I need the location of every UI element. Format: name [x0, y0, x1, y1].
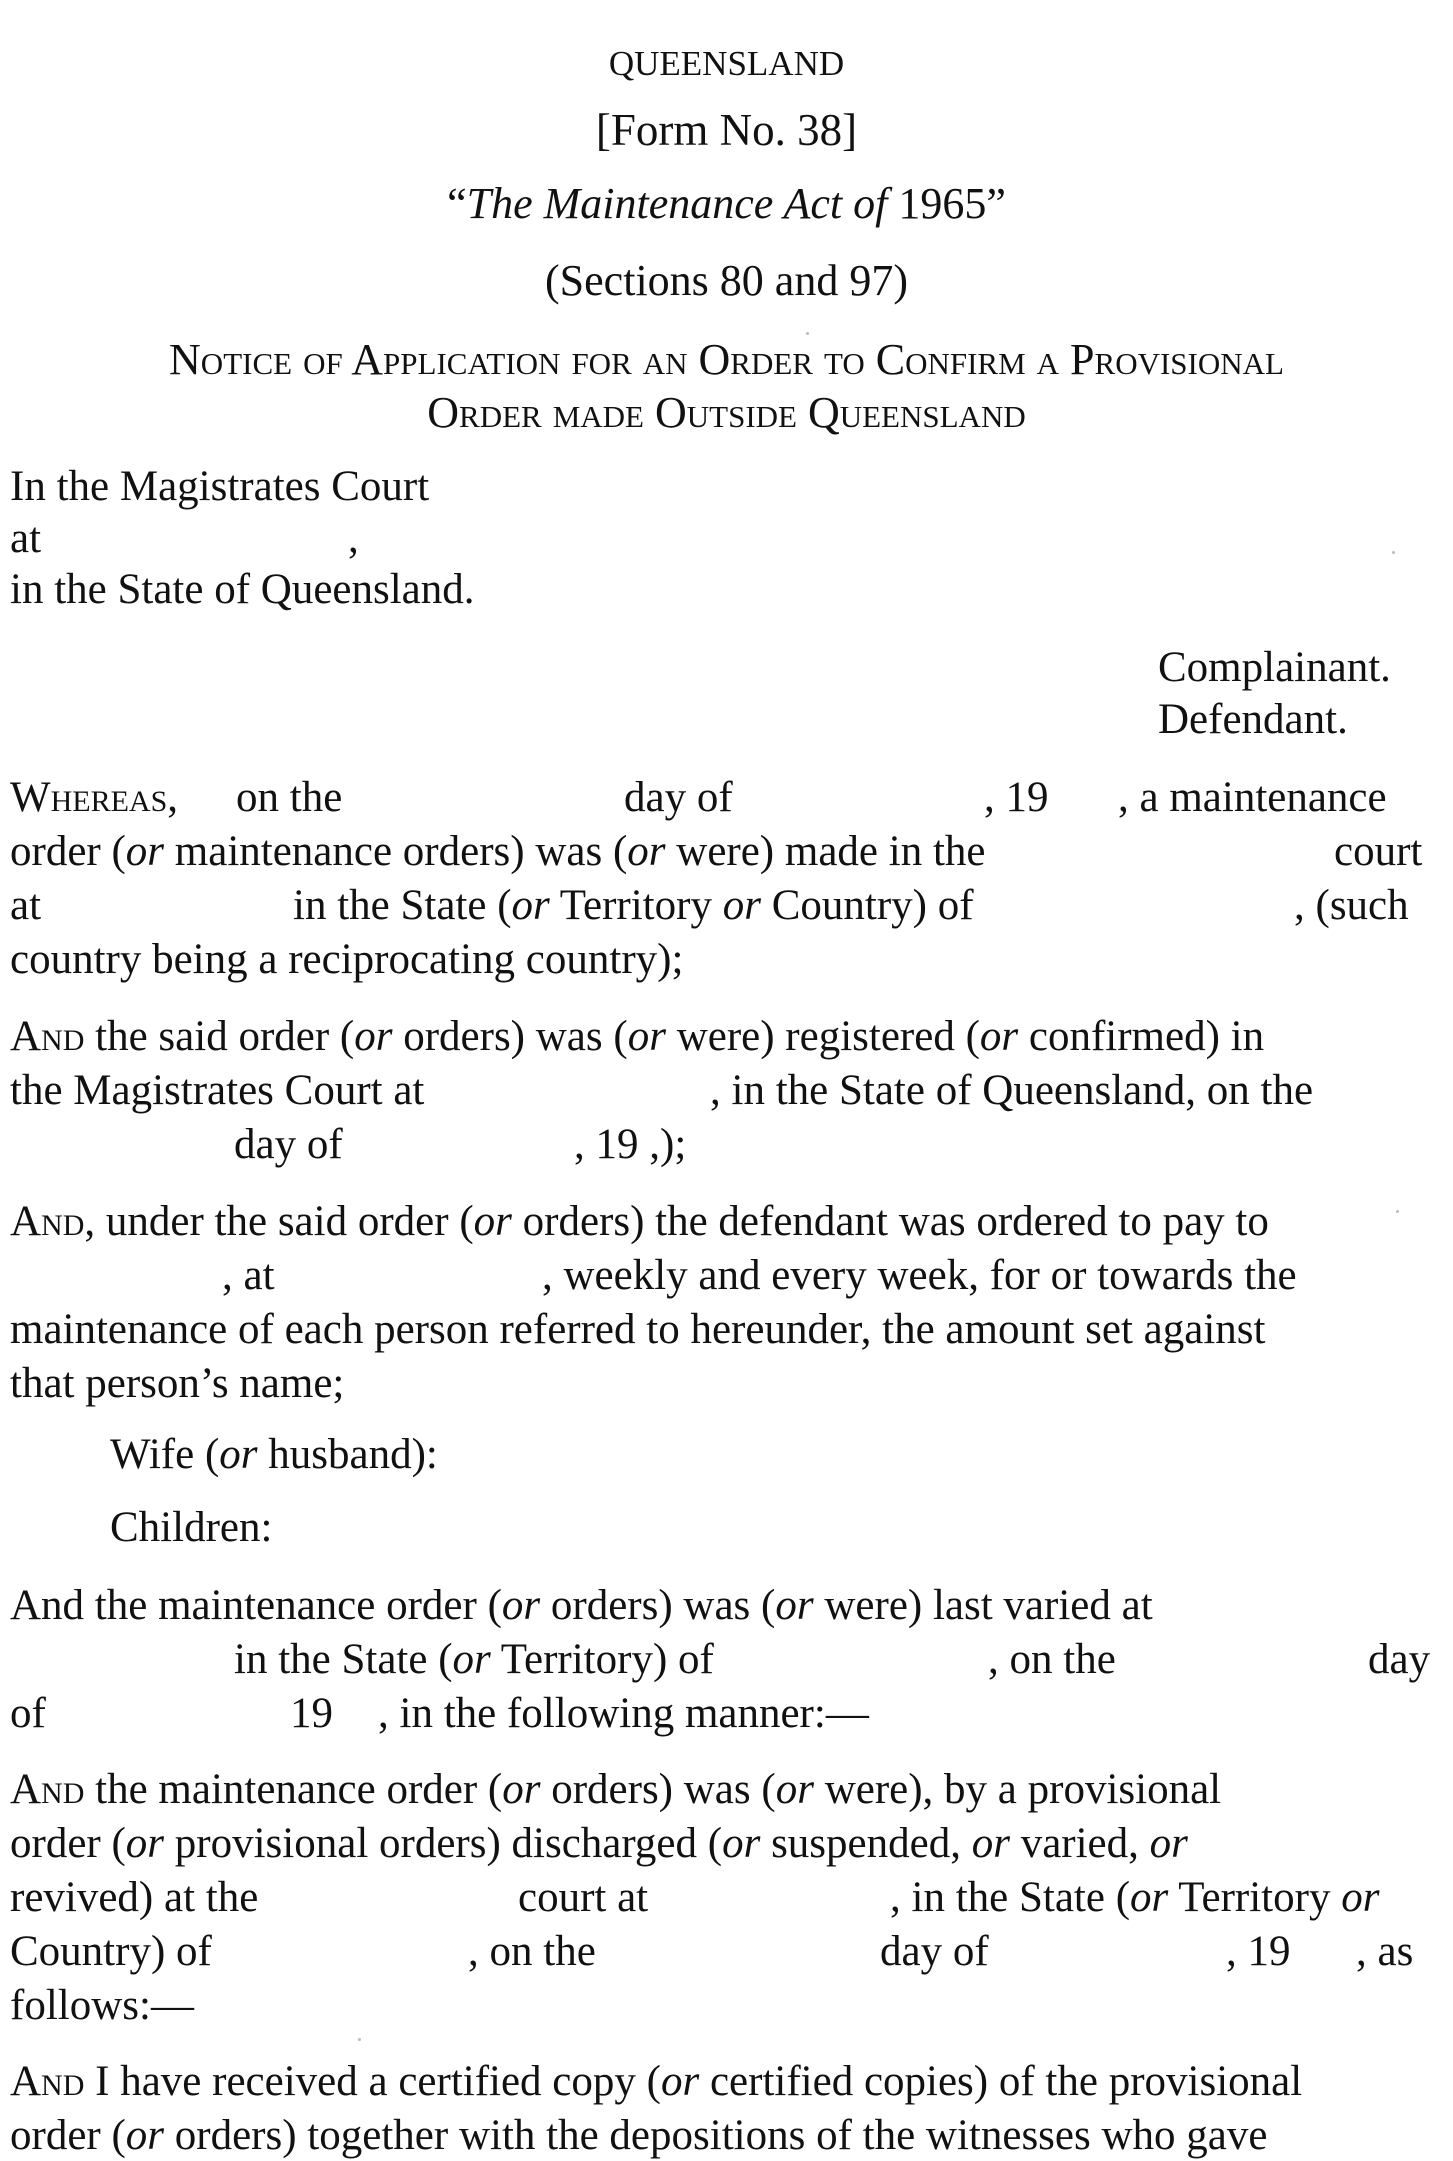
p2-line-1: And the said order (or orders) was (or were) registered (or confirmed) in [10, 1013, 1265, 1060]
complainant-label: Complainant. [1158, 644, 1391, 691]
act-title: “The Maintenance Act of 1965” [447, 179, 1006, 228]
p4-line-3b: 19 [290, 1690, 333, 1737]
form-number: [Form No. 38] [595, 105, 858, 155]
p3-line-2a: , at [222, 1252, 275, 1299]
p1-line-3: in the State (or Territory or Country) of [293, 882, 974, 929]
notice-title-line1: Notice of Application for an Order to Confirm a Provisional [169, 335, 1284, 384]
p5-line-4a: Country) of [10, 1928, 212, 1975]
scan-speck [1396, 1210, 1399, 1213]
p2-line-2a: the Magistrates Court at [10, 1067, 425, 1114]
defendant-label: Defendant. [1158, 696, 1348, 743]
p5-line-3b: court at [518, 1874, 649, 1921]
p5-line-4b: , on the [468, 1928, 596, 1975]
p6-line-1: And I have received a certified copy (or certified copies) of the provisional [10, 2058, 1303, 2105]
p1-whereas: Whereas, [10, 774, 179, 821]
p1-day-of: day of [624, 774, 733, 821]
p1-such: , (such [1294, 882, 1409, 929]
notice-title-line2: Order made Outside Queensland [427, 388, 1026, 437]
p2-line-3a: day of [234, 1121, 343, 1168]
p1-comma-19: , 19 [984, 774, 1049, 821]
p4-line-2a: in the State (or Territory) of [234, 1636, 714, 1683]
jurisdiction-heading: QUEENSLAND [608, 44, 845, 83]
p3-line-2b: , weekly and every week, for or towards the [542, 1252, 1297, 1299]
p5-line-3c: , in the State (or Territory or [890, 1874, 1380, 1921]
p5-line-4c: day of [880, 1928, 989, 1975]
p4-line-2d: day [1368, 1636, 1431, 1683]
p1-line-4: country being a reciprocating country); [10, 936, 684, 983]
p5-line-4e: , as [1356, 1928, 1414, 1975]
p4-line-3c: , in the following manner:— [378, 1690, 869, 1737]
court-line-2-at: at [10, 515, 42, 562]
court-line-1: In the Magistrates Court [10, 463, 430, 510]
p5-line-5: follows:— [10, 1982, 194, 2029]
p3-line-3: maintenance of each person referred to hereunder, the amount set against [10, 1306, 1266, 1353]
court-line-2-comma: , [348, 515, 359, 562]
p1-line-2: order (or maintenance orders) was (or were) made in the [10, 828, 986, 875]
scan-speck [806, 332, 809, 335]
p4-line-1: And the maintenance order (or orders) was (or were) last varied at [10, 1582, 1153, 1629]
p2-line-3b: , 19 ,); [574, 1121, 687, 1168]
wife-husband-item: Wife (or husband): [110, 1431, 438, 1478]
court-line-3: in the State of Queensland. [10, 566, 475, 613]
p1-at: at [10, 882, 42, 929]
scan-speck [358, 2038, 361, 2041]
p2-line-2b: , in the State of Queensland, on the [710, 1067, 1314, 1114]
p4-line-3a: of [10, 1690, 46, 1737]
p5-line-3a: revived) at the [10, 1874, 259, 1921]
p5-line-2: order (or provisional orders) discharged (or suspended, or varied, or [10, 1820, 1188, 1867]
p4-line-2c: , on the [988, 1636, 1116, 1683]
p3-line-1: And, under the said order (or orders) the defendant was ordered to pay to [10, 1198, 1269, 1245]
scan-speck [1392, 551, 1395, 554]
p5-line-1: And the maintenance order (or orders) was (or were), by a provisional [10, 1766, 1222, 1813]
p6-line-2: order (or orders) together with the depositions of the witnesses who gave [10, 2112, 1268, 2159]
p1-a-maintenance: , a maintenance [1118, 774, 1387, 821]
p5-line-4d: , 19 [1226, 1928, 1291, 1975]
sections-reference: (Sections 80 and 97) [545, 256, 908, 305]
p1-on-the: on the [236, 774, 343, 821]
p3-line-4: that person’s name; [10, 1360, 345, 1407]
children-item: Children: [110, 1504, 273, 1551]
p1-court: court [1334, 828, 1423, 875]
